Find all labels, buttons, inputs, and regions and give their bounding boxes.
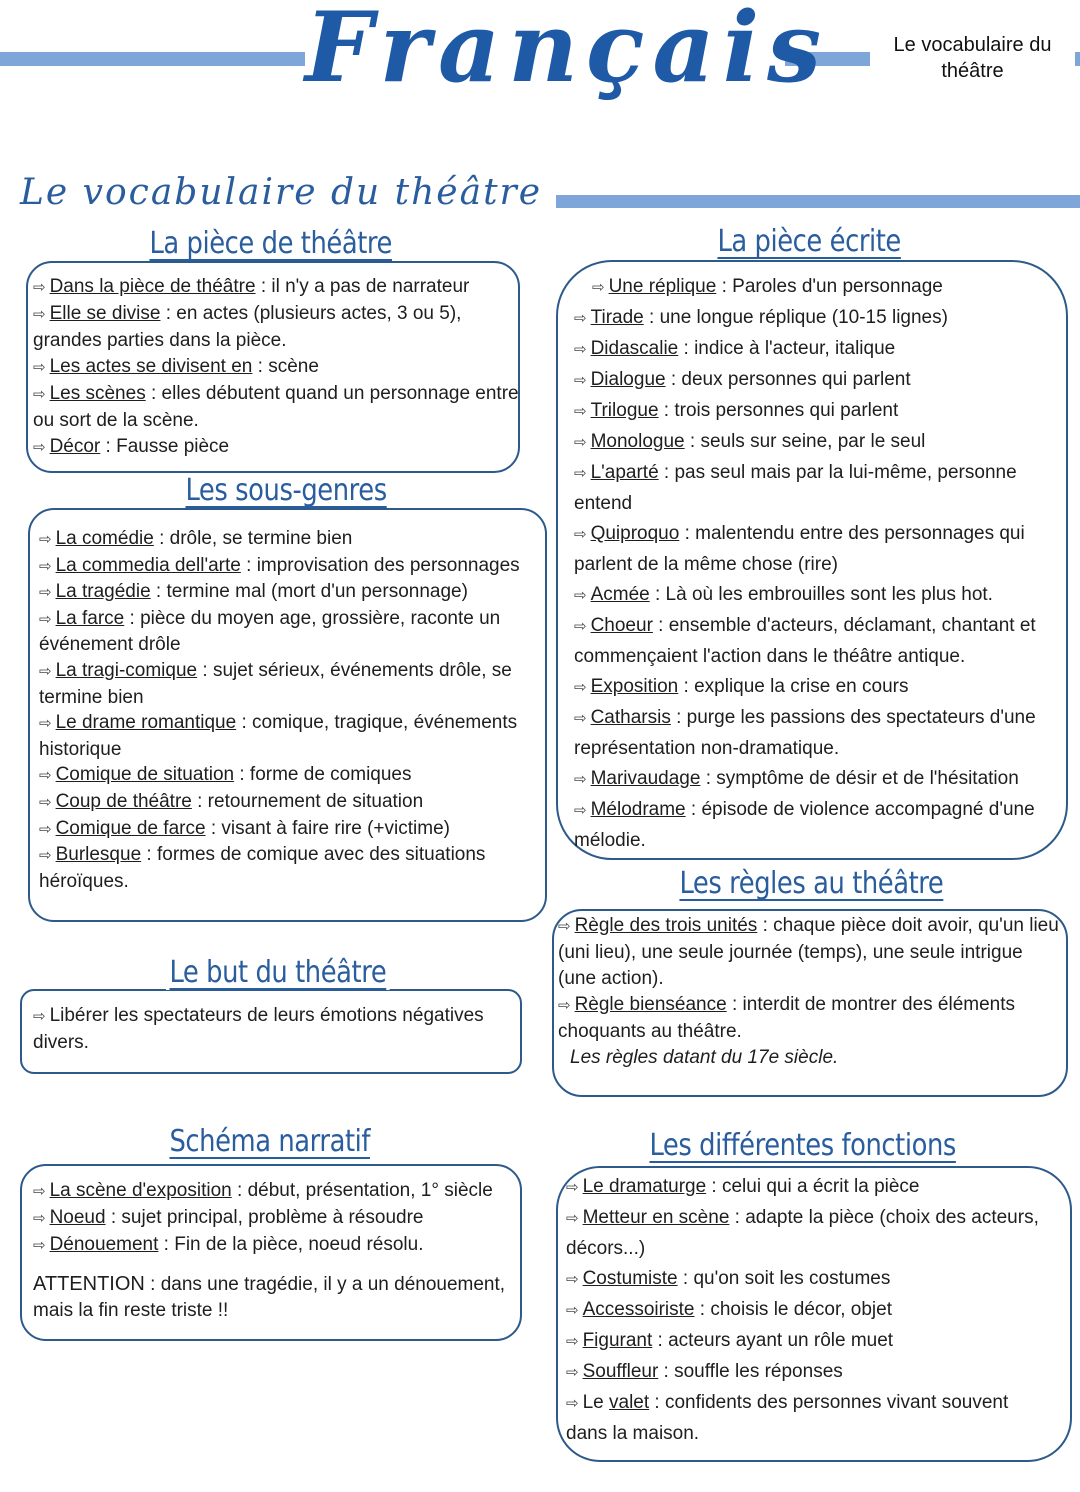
arrow-icon: ⇨ <box>39 662 52 680</box>
list-item: ⇨ Comique de situation : forme de comiques <box>39 764 412 786</box>
list-item: ⇨ Trilogue : trois personnes qui parlent <box>574 400 899 421</box>
list-item: ⇨ Burlesque : formes de comique avec des situations héroïques. <box>39 844 486 892</box>
arrow-icon: ⇨ <box>39 820 52 838</box>
arrow-icon: ⇨ <box>33 386 46 403</box>
list-item: ⇨ Elle se divise : en actes (plusieurs actes, 3 ou 5), grandes parties dans la pièce. <box>33 303 462 351</box>
list-sous-genres <box>39 526 529 894</box>
list-item: ⇨ Souffleur : souffle les réponses <box>566 1361 843 1382</box>
arrow-icon: ⇨ <box>566 1333 579 1350</box>
list-piece-theatre <box>33 274 525 461</box>
arrow-icon: ⇨ <box>33 279 46 296</box>
section-title-sous-genres: Les sous-genres <box>182 473 390 508</box>
section-title-piece-theatre: La pièce de théâtre <box>146 226 395 261</box>
list-item: ⇨ Le valet : confidents des personnes vivant souvent dans la maison. <box>566 1392 1009 1444</box>
arrow-icon: ⇨ <box>33 439 46 456</box>
attention-note: ATTENTION : dans une tragédie, il y a un dénouement, mais la fin reste triste !! <box>33 1273 506 1321</box>
arrow-icon: ⇨ <box>39 557 52 575</box>
list-item: ⇨ Accessoiriste : choisis le décor, objet <box>566 1299 892 1320</box>
list-item: ⇨ Comique de farce : visant à faire rire (+victime) <box>39 817 450 839</box>
list-item: ⇨ La comédie : drôle, se termine bien <box>39 528 353 549</box>
list-item: ⇨ Une réplique : Paroles d'un personnage <box>592 276 943 297</box>
arrow-icon: ⇨ <box>574 802 587 819</box>
list-item: ⇨ L'aparté : pas seul mais par la lui-même, personne entend <box>574 462 1017 514</box>
list-item: ⇨ Quiproquo : malentendu entre des personnages qui parlent de la même chose (rire) <box>574 523 1025 575</box>
arrow-icon: ⇨ <box>592 279 605 296</box>
list-item: ⇨ Metteur en scène : adapte la pièce (choix des acteurs, décors...) <box>566 1207 1039 1259</box>
list-regles <box>558 913 1064 1071</box>
arrow-icon: ⇨ <box>566 1210 579 1227</box>
arrow-icon: ⇨ <box>566 1395 579 1412</box>
list-fonctions <box>566 1172 1048 1449</box>
arrow-icon: ⇨ <box>39 531 52 548</box>
list-item: ⇨ Mélodrame : épisode de violence accompagné d'une mélodie. <box>574 799 1035 851</box>
list-schema <box>33 1178 517 1324</box>
list-item: ⇨ Le dramaturge : celui qui a écrit la pièce <box>566 1176 920 1197</box>
list-item: ⇨ Didascalie : indice à l'acteur, italique <box>574 338 896 359</box>
arrow-icon: ⇨ <box>574 526 587 543</box>
arrow-icon: ⇨ <box>574 434 587 451</box>
list-item: ⇨ Le drame romantique : comique, tragique, événements historique <box>39 712 518 760</box>
list-item: ⇨ Dénouement : Fin de la pièce, noeud résolu. <box>33 1234 424 1255</box>
list-item: ⇨ Costumiste : qu'on soit les costumes <box>566 1268 891 1289</box>
arrow-icon: ⇨ <box>574 465 587 482</box>
list-piece-ecrite <box>574 272 1044 856</box>
list-item: ⇨ Les scènes : elles débutent quand un personnage entre ou sort de la scène. <box>33 383 519 431</box>
arrow-icon: ⇨ <box>574 341 587 358</box>
list-item: ⇨ Règle des trois unités : chaque pièce doit avoir, qu'un lieu (uni lieu), une seule journée (temps), une seule intrigue (une action). <box>558 915 1059 989</box>
list-item: ⇨ Règle bienséance : interdit de montrer des éléments choquants au théâtre. <box>558 994 1016 1042</box>
arrow-icon: ⇨ <box>33 1237 46 1254</box>
arrow-icon: ⇨ <box>39 767 52 785</box>
heading-rule <box>498 195 1080 208</box>
list-item: ⇨ Monologue : seuls sur seine, par le seul <box>574 431 926 452</box>
page-title: Français <box>305 0 785 108</box>
arrow-icon: ⇨ <box>33 1008 46 1025</box>
list-item: ⇨ Dialogue : deux personnes qui parlent <box>574 369 911 390</box>
list-item: ⇨ Décor : Fausse pièce <box>33 436 230 457</box>
corner-subtitle: Le vocabulaire du théâtre <box>870 32 1075 84</box>
arrow-icon: ⇨ <box>39 584 52 602</box>
arrow-icon: ⇨ <box>574 710 587 727</box>
arrow-icon: ⇨ <box>39 847 52 865</box>
arrow-icon: ⇨ <box>39 793 52 811</box>
list-item: ⇨ Dans la pièce de théâtre : il n'y a pas de narrateur <box>33 276 470 297</box>
arrow-icon: ⇨ <box>566 1271 579 1288</box>
list-item: ⇨ Exposition : explique la crise en cours <box>574 676 909 697</box>
arrow-icon: ⇨ <box>574 771 587 788</box>
section-title-fonctions: Les différentes fonctions <box>646 1128 959 1163</box>
list-item: ⇨ La commedia dell'arte : improvisation des personnages <box>39 554 520 576</box>
list-item: ⇨ La tragédie : termine mal (mort d'un personnage) <box>39 581 468 603</box>
section-title-schema: Schéma narratif <box>166 1124 373 1159</box>
arrow-icon: ⇨ <box>574 618 587 635</box>
list-item: ⇨ Catharsis : purge les passions des spectateurs d'une représentation non-dramatique. <box>574 707 1036 759</box>
section-title-but: Le but du théâtre <box>166 955 390 990</box>
arrow-icon: ⇨ <box>566 1179 579 1196</box>
list-item: ⇨ La scène d'exposition : début, présentation, 1° siècle <box>33 1180 493 1201</box>
arrow-icon: ⇨ <box>574 372 587 389</box>
list-item: ⇨ Noeud : sujet principal, problème à résoudre <box>33 1207 424 1228</box>
list-item: ⇨ La farce : pièce du moyen age, grossière, raconte un événement drôle <box>39 607 501 656</box>
section-title-regles: Les règles au théâtre <box>676 866 947 901</box>
list-item: ⇨ Tirade : une longue réplique (10-15 lignes) <box>574 307 948 328</box>
list-item: ⇨ La tragi-comique : sujet sérieux, événements drôle, se termine bien <box>39 659 512 708</box>
list-item: ⇨ Coup de théâtre : retournement de situation <box>39 790 424 812</box>
arrow-icon: ⇨ <box>574 403 587 420</box>
main-heading: Le vocabulaire du théâtre <box>20 172 556 213</box>
list-item: ⇨ Acmée : Là où les embrouilles sont les plus hot. <box>574 584 993 605</box>
arrow-icon: ⇨ <box>33 359 46 376</box>
arrow-icon: ⇨ <box>566 1364 579 1381</box>
arrow-icon: ⇨ <box>574 587 587 604</box>
arrow-icon: ⇨ <box>39 610 52 628</box>
list-item: ⇨ Choeur : ensemble d'acteurs, déclamant, chantant et commençaient l'action dans le théâtre antique. <box>574 615 1036 667</box>
list-item: ⇨ Figurant : acteurs ayant un rôle muet <box>566 1330 894 1351</box>
arrow-icon: ⇨ <box>558 997 571 1014</box>
arrow-icon: ⇨ <box>566 1302 579 1319</box>
arrow-icon: ⇨ <box>33 306 46 323</box>
arrow-icon: ⇨ <box>39 715 52 733</box>
arrow-icon: ⇨ <box>574 679 587 696</box>
text-but: ⇨ Libérer les spectateurs de leurs émotions négatives divers. <box>33 1005 484 1053</box>
section-title-piece-ecrite: La pièce écrite <box>714 224 904 259</box>
arrow-icon: ⇨ <box>33 1210 46 1227</box>
rules-note: Les règles datant du 17e siècle. <box>570 1047 839 1068</box>
list-item: ⇨ Marivaudage : symptôme de désir et de l'hésitation <box>574 768 1019 789</box>
arrow-icon: ⇨ <box>33 1183 46 1200</box>
list-item: ⇨ Les actes se divisent en : scène <box>33 356 319 377</box>
arrow-icon: ⇨ <box>558 918 571 935</box>
arrow-icon: ⇨ <box>574 310 587 327</box>
attention-label: ATTENTION <box>33 1273 145 1295</box>
